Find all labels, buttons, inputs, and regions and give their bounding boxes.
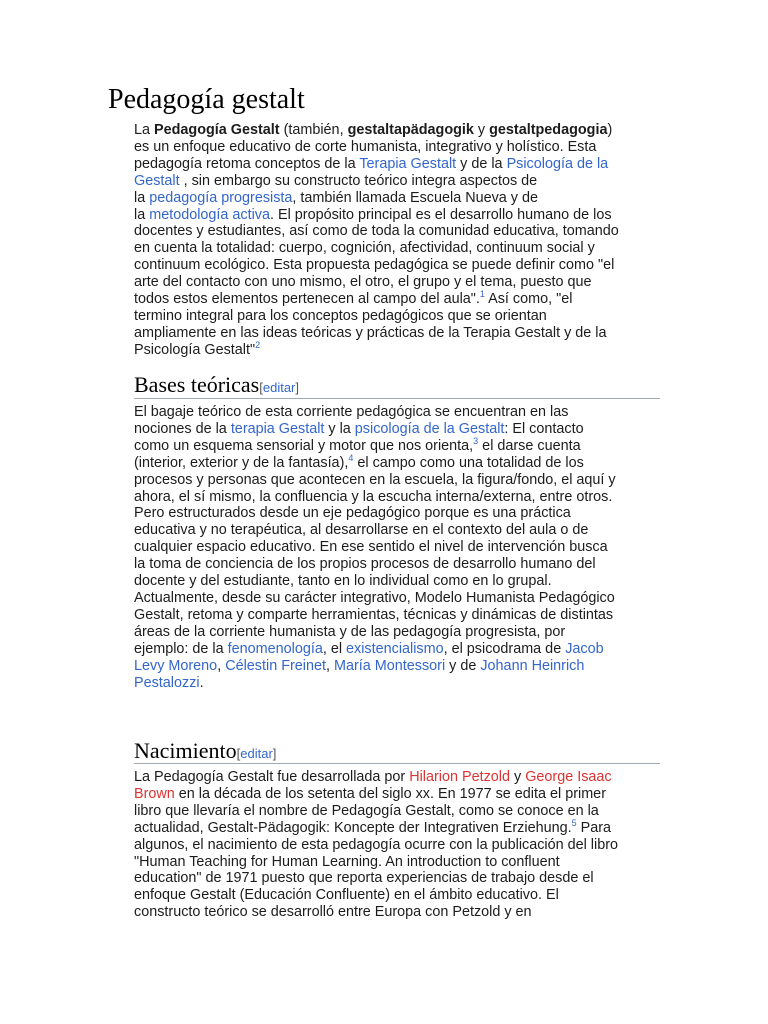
link-jacob-levy-moreno[interactable]: Jacob	[565, 640, 604, 657]
intro-paragraph: La Pedagogía Gestalt (también, gestaltapädagogik y gestaltpedagogia) es un enfoque educativo de corte humanista, integrativo y holístico. Esta pedagogía retoma conceptos de la Terapia Gestalt y de la Psicología de la Gestalt , sin embargo su constructo teórico integra aspectos de la pedagogía progresista, también llamada Escuela Nueva y de la metodología activa. El propósito principal es el desarrollo humano de los docentes y estudiantes, así como de toda la comunidad educativa, tomando en cuenta la totalidad: cuerpo, cognición, afectividad, continuum social y continuum ecológico. Esta propuesta pedagógica se puede definir como "el arte del contacto con uno mismo, el otro, el grupo y el tema, puesto que todos estos elementos pertenecen al campo del aula".$^1$ Así como, "el termino integral para los conceptos pedagógicos que se orientan ampliamente en las ideas teóricas y prácticas de la Terapia Gestalt y de la Psicología Gestalt"$^2$	[134, 122, 619, 358]
link-george-isaac-brown-cont[interactable]: Brown	[134, 785, 175, 802]
edit-link-bases[interactable]: editar	[262, 380, 296, 395]
link-celestin-freinet[interactable]: Célestin Freinet	[225, 657, 326, 674]
reference-4[interactable]: 4	[348, 452, 354, 463]
bases-paragraph: El bagaje teórico de esta corriente pedagógica se encuentran en las nociones de la terapia Gestalt y la psicología de la Gestalt: El contacto como un esquema sensorial y motor que nos orienta,$^3$ el darse cuenta (interior, exterior y de la fantasía),$^4$ el campo como una totalidad de los procesos y personas que acontecen en la escuela, la figura/fondo, el aquí y ahora, el sí mismo, la confluencia y la escucha interna/externa, entre otros. Pero estructurados desde un eje pedagógico porque es una práctica educativa y no terapéutica, al desarrollarse en el contexto del aula o de cualquier espacio educativo. En ese sentido el nivel de intervención busca la toma de conciencia de los propios procesos de desarrollo humano del docente y del estudiante, tanto en lo individual como en lo grupal. Actualmente, desde su carácter integrativo, Modelo Humanista Pedagógico Gestalt, retoma y comparte herramientas, técnicas y dinámicas de distintas áreas de la corriente humanista y de las pedagogía progresista, por ejemplo: de la fenomenología, el existencialismo, el psicodrama de Jacob Levy Moreno, Célestin Freinet, María Montessori y de Johann Heinrich Pestalozzi.	[134, 404, 616, 691]
section-heading-bases: Bases teóricas[editar]	[134, 372, 300, 397]
reference-1[interactable]: 1	[479, 289, 485, 300]
link-johann-pestalozzi-cont[interactable]: Pestalozzi	[134, 674, 200, 691]
nacimiento-paragraph: La Pedagogía Gestalt fue desarrollada por Hilarion Petzold y George Isaac Brown en la década de los setenta del siglo xx. En 1977 se edita el primer libro que llevaría el nombre de Pedagogía Gestalt, como se conoce en la actualidad, Gestalt-Pädagogik: Koncepte der Integrativen Erziehung.$^5$ Para algunos, el nacimiento de esta pedagogía ocurre con la publicación del libro "Human Teaching for Human Learning. An introduction to confluent education" de 1971 puesto que reporta experiencias de trabajo desde el enfoque Gestalt (Educación Confluente) en el ámbito educativo. El constructo teórico se desarrolló entre Europa con Petzold y en	[134, 769, 619, 921]
link-existencialismo[interactable]: existencialismo	[346, 640, 444, 657]
link-jacob-levy-moreno-cont[interactable]: Levy Moreno	[134, 657, 218, 674]
link-pedagogia-progresista[interactable]: pedagogía progresista	[149, 189, 293, 206]
link-terapia-gestalt[interactable]: Terapia Gestalt	[359, 155, 457, 172]
link-george-isaac-brown[interactable]: George Isaac	[525, 769, 612, 785]
link-terapia-gestalt-2[interactable]: terapia Gestalt	[230, 420, 325, 437]
reference-5[interactable]: 5	[571, 817, 577, 828]
link-psicologia-gestalt[interactable]: Psicología de la	[506, 155, 609, 172]
page-title: Pedagogía gestalt	[108, 84, 305, 115]
edit-link-nacimiento[interactable]: editar	[240, 746, 273, 761]
link-psicologia-gestalt-cont[interactable]: Gestalt	[134, 172, 180, 189]
section-divider	[134, 398, 660, 399]
link-maria-montessori[interactable]: María Montessori	[333, 657, 446, 674]
reference-2[interactable]: 2	[255, 339, 261, 350]
reference-3[interactable]: 3	[473, 436, 479, 447]
link-johann-pestalozzi[interactable]: Johann Heinrich	[480, 657, 585, 674]
section-divider	[134, 763, 660, 764]
link-metodologia-activa[interactable]: metodología activa	[149, 206, 270, 223]
section-heading-nacimiento: Nacimiento[editar]	[134, 738, 277, 763]
link-psicologia-de-la-gestalt[interactable]: psicología de la Gestalt	[354, 420, 505, 437]
link-fenomenologia[interactable]: fenomenología	[227, 640, 323, 657]
link-hilarion-petzold[interactable]: Hilarion Petzold	[409, 769, 511, 785]
